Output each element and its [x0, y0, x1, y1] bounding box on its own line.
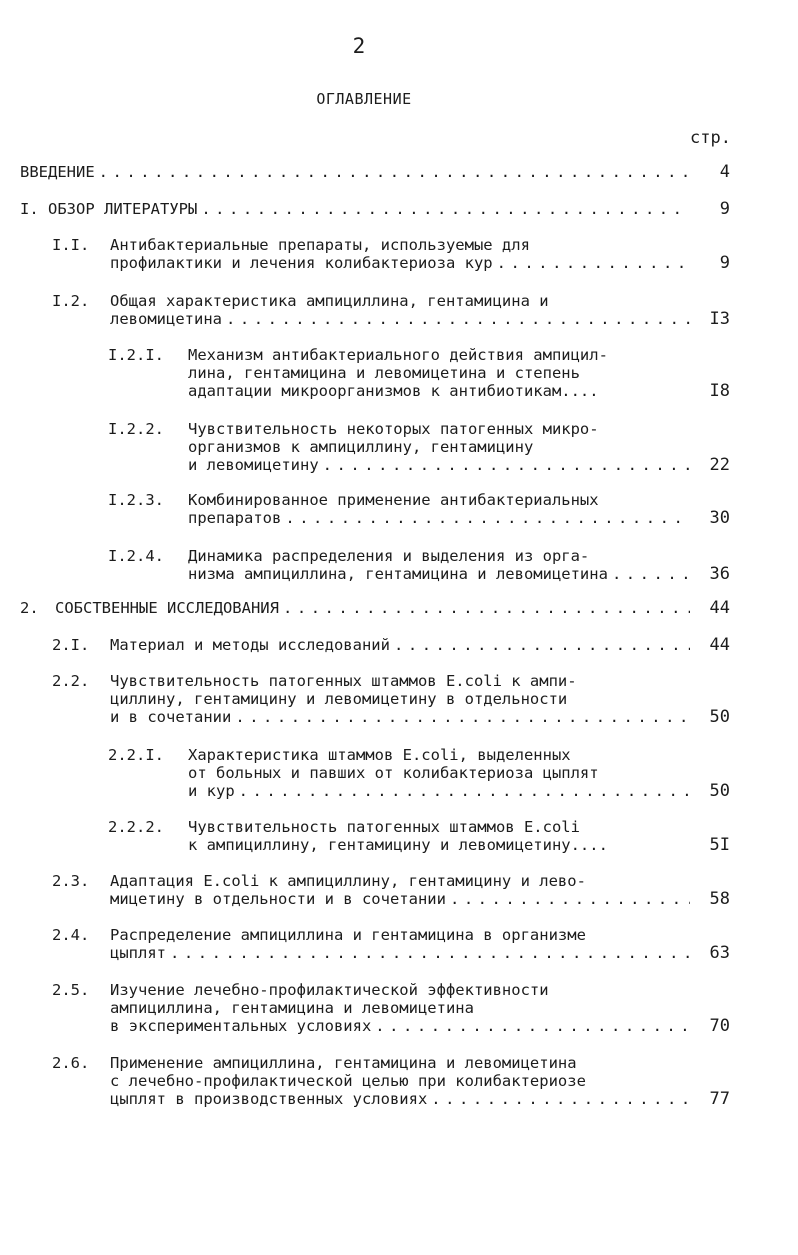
- toc-entry-text: от больных и павших от колибактериоза цыплят: [188, 764, 599, 782]
- dot-leader: [446, 890, 690, 908]
- toc-entry-text: низма ампициллина, гентамицина и левомицетина: [188, 565, 608, 583]
- toc-entry-text: ВВЕДЕНИЕ: [20, 163, 95, 181]
- toc-entry-text: циллину, гентамицину и левомицетину в отдельности: [110, 690, 568, 708]
- toc-entry-number: I.2.3.: [108, 491, 164, 509]
- toc-entry-page: 58: [709, 889, 730, 909]
- dot-leader: [197, 200, 690, 218]
- toc-title: ОГЛАВЛЕНИЕ: [316, 90, 412, 108]
- toc-entry-number: 2.2.I.: [108, 746, 164, 764]
- toc-entry-text: Чувствительность патогенных штаммов E.coli: [188, 818, 580, 836]
- toc-entry-text: к ампициллину, гентамицину и левомицетину....: [188, 836, 608, 854]
- toc-entry-page: 70: [709, 1016, 730, 1036]
- toc-entry-text: Антибактериальные препараты, используемые для: [110, 236, 530, 254]
- dot-leader: [319, 456, 690, 474]
- toc-entry-page: 9: [719, 199, 730, 219]
- toc-entry-text: лина, гентамицина и левомицетина и степень: [188, 364, 580, 382]
- dot-leader: [281, 509, 690, 527]
- toc-entry-page: 5I: [709, 835, 730, 855]
- toc-entry-text: Общая характеристика ампициллина, гентамицина и: [110, 292, 549, 310]
- dot-leader: [371, 1017, 690, 1035]
- dot-leader: [95, 163, 690, 181]
- toc-entry-text: Комбинированное применение антибактериальных: [188, 491, 599, 509]
- toc-entry-page: 44: [709, 635, 730, 655]
- toc-entry-number: 2.6.: [52, 1054, 90, 1072]
- toc-entry-text: адаптации микроорганизмов к антибиотикам....: [188, 382, 599, 400]
- page-column-label: стр.: [690, 128, 731, 148]
- toc-entry-text: с лечебно-профилактической целью при колибактериозе: [110, 1072, 586, 1090]
- toc-entry-number: 2.: [20, 599, 39, 617]
- toc-entry-text: и в сочетании: [110, 708, 232, 726]
- dot-leader: [608, 565, 690, 583]
- toc-entry-page: 30: [709, 508, 730, 528]
- toc-entry-text: Динамика распределения и выделения из орга-: [188, 547, 590, 565]
- toc-entry-number: I.2.4.: [108, 547, 164, 565]
- toc-entry-page: I8: [709, 381, 730, 401]
- toc-entry-text: Адаптация E.coli к ампициллину, гентамицину и лево-: [110, 872, 586, 890]
- toc-entry-page: 4: [719, 162, 730, 182]
- toc-entry-text: и левомицетину: [188, 456, 319, 474]
- toc-entry-number: 2.4.: [52, 926, 90, 944]
- dot-leader: [279, 599, 690, 617]
- toc-entry-page: 36: [709, 564, 730, 584]
- dot-leader: [493, 254, 690, 272]
- toc-entry-text: левомицетина: [110, 310, 222, 328]
- toc-entry-page: 22: [709, 455, 730, 475]
- toc-entry-text: Механизм антибактериального действия ампицил-: [188, 346, 608, 364]
- toc-entry-text: мицетину в отдельности и в сочетании: [110, 890, 446, 908]
- dot-leader: [427, 1090, 690, 1108]
- toc-entry-text: Характеристика штаммов E.coli, выделенных: [188, 746, 571, 764]
- toc-entry-number: 2.3.: [52, 872, 90, 890]
- toc-entry-number: I.I.: [52, 236, 90, 254]
- toc-entry-text: препаратов: [188, 509, 282, 527]
- toc-entry-text: в экспериментальных условиях: [110, 1017, 372, 1035]
- toc-entry-text: цыплят в производственных условиях: [110, 1090, 428, 1108]
- toc-entry-text: профилактики и лечения колибактериоза кур: [110, 254, 493, 272]
- toc-entry-text: ОБЗОР ЛИТЕРАТУРЫ: [48, 200, 198, 218]
- dot-leader: [166, 944, 690, 962]
- dot-leader: [235, 782, 690, 800]
- toc-entry-text: Применение ампициллина, гентамицина и левомицетина: [110, 1054, 577, 1072]
- toc-entry-text: Изучение лечебно-профилактической эффективности: [110, 981, 549, 999]
- toc-entry-text: цыплят: [110, 944, 166, 962]
- toc-entry-text: и кур: [188, 782, 235, 800]
- page-number: 2: [352, 34, 366, 58]
- dot-leader: [231, 708, 690, 726]
- toc-entry-page: 50: [709, 707, 730, 727]
- toc-entry-number: 2.I.: [52, 636, 90, 654]
- toc-entry-number: I.2.I.: [108, 346, 164, 364]
- toc-entry-text: Чувствительность патогенных штаммов E.coli к ампи-: [110, 672, 577, 690]
- dot-leader: [390, 636, 690, 654]
- dot-leader: [222, 310, 690, 328]
- toc-entry-page: 50: [709, 781, 730, 801]
- toc-entry-number: 2.2.: [52, 672, 90, 690]
- toc-entry-page: I3: [709, 309, 730, 329]
- toc-entry-number: I.2.: [52, 292, 90, 310]
- toc-entry-text: Распределение ампициллина и гентамицина в организме: [110, 926, 586, 944]
- toc-entry-number: I.2.2.: [108, 420, 164, 438]
- toc-entry-text: организмов к ампициллину, гентамицину: [188, 438, 534, 456]
- toc-entry-page: 77: [709, 1089, 730, 1109]
- toc-entry-text: СОБСТВЕННЫЕ ИССЛЕДОВАНИЯ: [55, 599, 279, 617]
- toc-entry-page: 63: [709, 943, 730, 963]
- toc-entry-text: ампициллина, гентамицина и левомицетина: [110, 999, 474, 1017]
- toc-entry-number: 2.2.2.: [108, 818, 164, 836]
- toc-entry-number: I.: [20, 200, 39, 218]
- toc-entry-page: 44: [709, 598, 730, 618]
- toc-entry-text: Чувствительность некоторых патогенных микро-: [188, 420, 599, 438]
- toc-entry-number: 2.5.: [52, 981, 90, 999]
- toc-entry-text: Материал и методы исследований: [110, 636, 390, 654]
- toc-entry-page: 9: [719, 253, 730, 273]
